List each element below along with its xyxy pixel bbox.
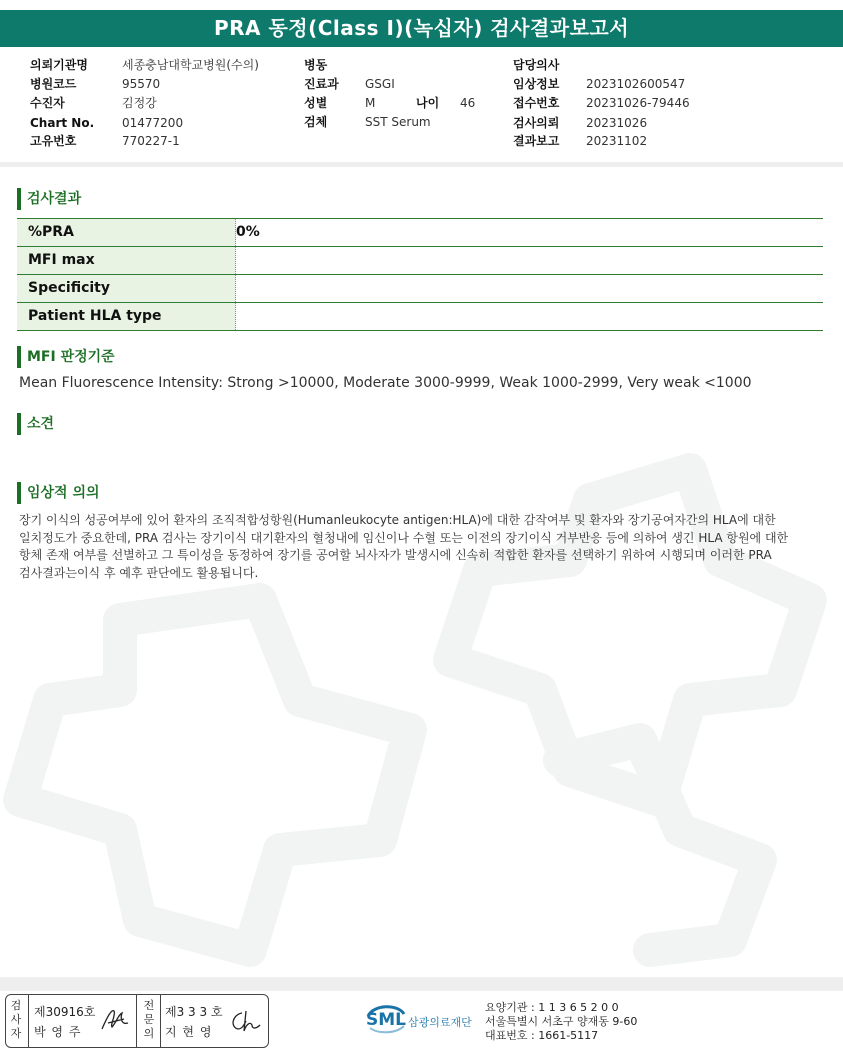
- divider: [136, 995, 137, 1047]
- tester-license-no: 제30916호: [34, 1005, 96, 1019]
- chart-no-value: 01477200: [122, 116, 184, 130]
- tester-label: 검사자: [10, 999, 22, 1040]
- request-date-value: 20231026: [586, 116, 648, 130]
- age-value: 46: [460, 96, 476, 110]
- clinical-info-value: 2023102600547: [586, 77, 686, 91]
- department-label: 진료과: [304, 77, 339, 91]
- receipt-no-label: 접수번호: [513, 96, 560, 110]
- phone-number: 대표번호 : 1661-5117: [485, 1029, 599, 1042]
- result-table: [17, 218, 823, 331]
- report-date-label: 결과보고: [513, 134, 560, 148]
- clinical-info-label: 임상정보: [513, 77, 560, 91]
- section-title-opinion: 소견: [17, 413, 54, 435]
- hospital-code-value: 95570: [122, 77, 161, 91]
- patient-label: 수진자: [30, 96, 65, 110]
- divider: [28, 995, 29, 1047]
- report-title: PRA 동정(Class I)(녹십자) 검사결과보고서: [0, 10, 843, 47]
- doctor-label: 담당의사: [513, 58, 560, 72]
- clinical-line: 일치정도가 중요한데, PRA 검사는 장기이식 대기환자의 혈청내에 임신이나 수혈 또는 이전의 장기이식 거부반응 등에 의하여 생긴 HLA 항원에 대한: [19, 530, 789, 545]
- request-date-label: 검사의뢰: [513, 116, 560, 130]
- unique-id-value: 770227-1: [122, 134, 180, 148]
- age-label: 나이: [416, 96, 440, 110]
- signature-box: [5, 994, 269, 1048]
- institution-code: 요양기관 : 1 1 3 6 5 2 0 0: [485, 1001, 619, 1014]
- unique-id-label: 고유번호: [30, 134, 77, 148]
- result-row-mfi-max: [17, 247, 823, 275]
- section-title-mfi: MFI 판정기준: [17, 346, 115, 368]
- hospital-code-label: 병원코드: [30, 77, 77, 91]
- tester-signature: [98, 1005, 132, 1035]
- clinical-line: 항체 존재 여부를 선별하고 그 특이성을 동정하여 장기를 공여할 뇌사자가 발생시에 신속히 적합한 환자를 선택하기 위하여 시행되며 이러한 PRA: [19, 548, 772, 562]
- result-label: %PRA: [17, 219, 236, 246]
- department-value: GSGI: [365, 77, 395, 91]
- reviewer-signature: [226, 1007, 262, 1035]
- specimen-value: SST Serum: [365, 115, 431, 129]
- sml-logo: [364, 1002, 408, 1040]
- tester-name: 박 영 주: [34, 1025, 82, 1039]
- address: 서울특별시 서초구 양재동 9-60: [485, 1015, 638, 1028]
- result-row-hla-type: [17, 303, 823, 331]
- result-label: Patient HLA type: [17, 303, 236, 330]
- specimen-label: 검체: [304, 115, 328, 129]
- footer-divider: [0, 977, 843, 991]
- receipt-no-value: 20231026-79446: [586, 96, 690, 110]
- clinical-significance-text: [19, 512, 809, 582]
- result-value: 0%: [236, 224, 260, 240]
- patient-value: 김정강: [122, 96, 157, 110]
- organization-name: 삼광의료재단: [408, 1016, 472, 1029]
- section-title-result: 검사결과: [17, 188, 81, 210]
- section-title-clinical: 임상적 의의: [17, 482, 100, 504]
- sex-label: 성별: [304, 96, 328, 110]
- hospital-name-label: 의뢰기관명: [30, 58, 88, 72]
- hospital-name-value: 세종충남대학교병원(수의): [122, 58, 259, 72]
- divider: [160, 995, 161, 1047]
- chart-no-label: Chart No.: [30, 116, 95, 130]
- result-row-pra: [17, 218, 823, 247]
- sex-value: M: [365, 96, 376, 110]
- reviewer-label: 전문의: [143, 999, 155, 1040]
- clinical-line: 검사결과는이식 후 예후 판단에도 활용됩니다.: [19, 565, 259, 580]
- patient-info: [0, 52, 843, 158]
- report-date-value: 20231102: [586, 134, 648, 148]
- result-label: Specificity: [17, 275, 236, 302]
- clinical-line: 장기 이식의 성공여부에 있어 환자의 조직적합성항원(Humanleukocyte antigen:HLA)에 대한 감작여부 및 환자와 장기공여자간의 HLA에 대한: [19, 513, 776, 527]
- result-label: MFI max: [17, 247, 236, 274]
- reviewer-license-no: 제3 3 3 호: [165, 1005, 223, 1019]
- ward-label: 병동: [304, 58, 328, 72]
- header-divider: [0, 162, 843, 167]
- reviewer-name: 지 현 영: [165, 1025, 213, 1039]
- result-row-specificity: [17, 275, 823, 303]
- mfi-criteria-text: Mean Fluorescence Intensity: Strong >10000, Moderate 3000-9999, Weak 1000-2999, Very weak <1000: [19, 375, 752, 391]
- logo-text: SML: [366, 1010, 406, 1030]
